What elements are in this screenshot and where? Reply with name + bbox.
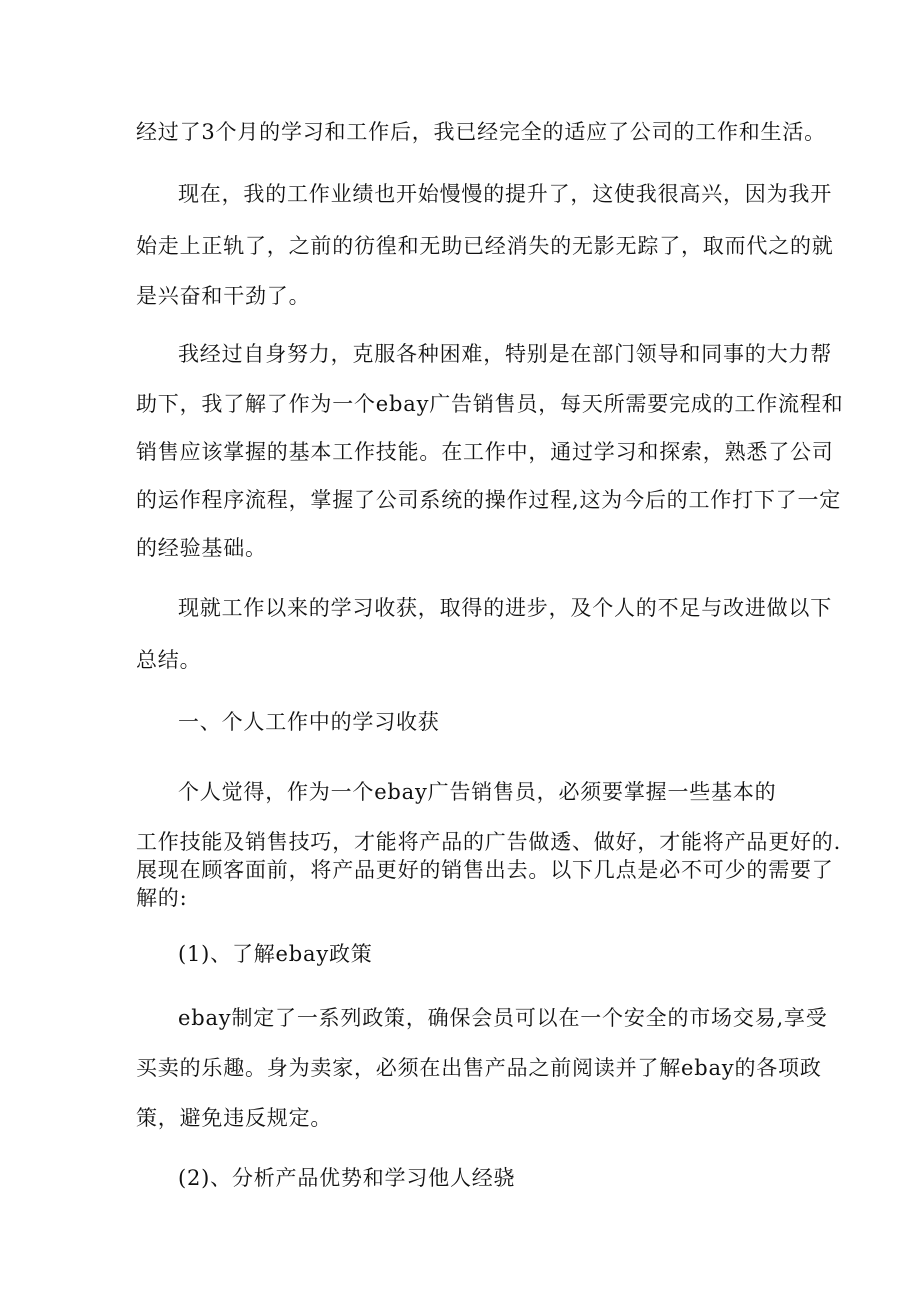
text-line: ebay制定了一系列政策，确保会员可以在一个安全的市场交易,享受 bbox=[178, 1006, 828, 1030]
text-line: 现在，我的工作业绩也开始慢慢的提升了，这使我很高兴，因为我开 bbox=[178, 182, 832, 206]
section-heading: 一、个人工作中的学习收获 bbox=[178, 710, 440, 734]
text-line: 现就工作以来的学习收获，取得的进步，及个人的不足与改进做以下 bbox=[178, 596, 832, 620]
text-line: 买卖的乐趣。身为卖家，必须在出售产品之前阅读并了解ebay的各项政 bbox=[136, 1056, 822, 1080]
text-line: 助下，我了解了作为一个ebay广告销售员，每天所需要完成的工作流程和 bbox=[136, 392, 844, 416]
text-line: 是兴奋和干劲了。 bbox=[136, 284, 311, 308]
text-line: 的经验基础。 bbox=[136, 536, 267, 560]
text-line: 个人觉得，作为一个ebay广告销售员，必须要掌握一些基本的 bbox=[178, 780, 777, 804]
text-line: 解的: bbox=[136, 886, 188, 910]
text-line: 销售应该掌握的基本工作技能。在工作中，通过学习和探索，熟悉了公司 bbox=[136, 440, 834, 464]
text-line: 我经过自身努力，克服各种困难，特别是在部门领导和同事的大力帮 bbox=[178, 342, 832, 366]
text-line: 的运作程序流程，掌握了公司系统的操作过程,这为今后的工作打下了一定 bbox=[136, 488, 842, 512]
subsection-heading: (1)、了解ebay政策 bbox=[178, 942, 373, 966]
text-line: 工作技能及销售技巧，才能将产品的广告做透、做好，才能将产品更好的. bbox=[136, 830, 842, 854]
text-line: 策，避免违反规定。 bbox=[136, 1106, 333, 1130]
text-line: 展现在顾客面前，将产品更好的销售出去。以下几点是必不可少的需要了 bbox=[136, 858, 834, 882]
subsection-heading: (2)、分析产品优势和学习他人经骁 bbox=[178, 1166, 516, 1190]
text-line: 经过了3个月的学习和工作后，我已经完全的适应了公司的工作和生活。 bbox=[136, 120, 826, 144]
text-line: 始走上正轨了，之前的彷徨和无助已经消失的无影无踪了，取而代之的就 bbox=[136, 234, 834, 258]
text-line: 总结。 bbox=[136, 648, 202, 672]
